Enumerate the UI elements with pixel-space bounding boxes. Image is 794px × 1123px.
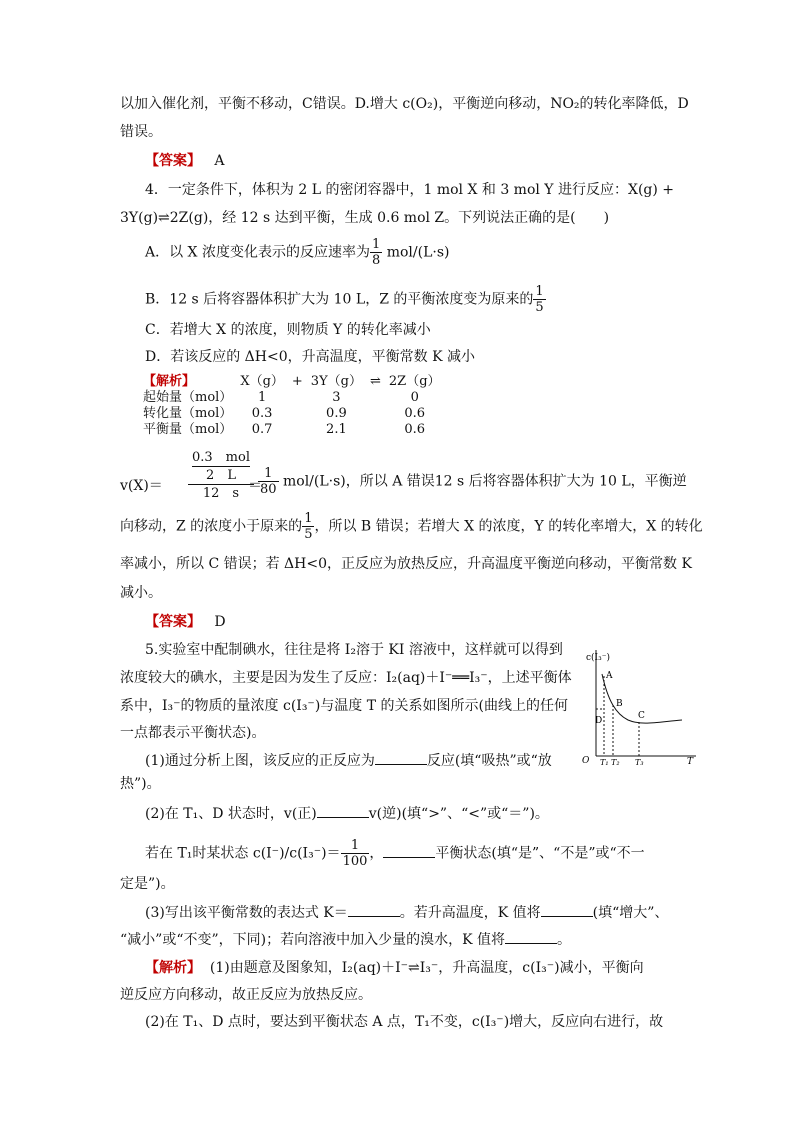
analysis-tag: 【解析】 xyxy=(145,960,201,976)
numerator: 1 xyxy=(535,284,544,299)
text-line: 以加入催化剂，平衡不移动，C错误。D.增大 c(O₂)，平衡逆向移动，NO₂的转化率降低，D xyxy=(120,96,689,112)
calc-cell: 0.7 xyxy=(251,422,273,437)
calc-row xyxy=(143,422,449,438)
denominator: 100 xyxy=(342,854,368,869)
text-part: v(逆)(填“>”、“<”或“＝”)。 xyxy=(368,806,549,822)
text-line: 热”)。 xyxy=(120,776,161,792)
answer-blank[interactable] xyxy=(348,902,400,917)
text-part: (填“增大”、 xyxy=(592,905,669,921)
rate-prefix: v(X)＝ xyxy=(120,478,163,494)
rate-num-bottom: 2 L xyxy=(206,468,236,483)
point-label: B xyxy=(616,699,623,709)
question-4-line-2: 3Y(g)⇌2Z(g)，经 12 s 达到平衡，生成 0.6 mol Z。下列说法正确的是( ) xyxy=(120,210,610,226)
calc-cell: 0 xyxy=(410,390,419,405)
answer-blank[interactable] xyxy=(505,929,557,944)
calc-row xyxy=(143,406,449,422)
text-part: 反应(填“吸热”或“放 xyxy=(426,753,552,769)
calc-header: ⇌ xyxy=(369,374,381,389)
numerator: 1 xyxy=(258,466,279,482)
rate-denominator: 12 s xyxy=(202,486,240,501)
text-line: 定是”)。 xyxy=(120,876,175,892)
text-part: 若在 T₁时某状态 c(I⁻)/c(I₃⁻)＝ xyxy=(145,845,341,862)
subquestion-3-line-2 xyxy=(120,929,571,950)
option-b xyxy=(145,284,546,315)
option-a-unit: mol/(L·s) xyxy=(382,244,450,261)
text-line: (2)在 T₁、D 点时，要达到平衡状态 A 点，T₁不变，c(I₃⁻)增大，反应向右进行，故 xyxy=(145,1014,664,1030)
subquestion-2 xyxy=(145,803,549,824)
tick-label: T₃ xyxy=(635,758,644,766)
option-a-text: A．以 X 浓度变化表示的反应速率为 xyxy=(145,244,370,261)
text-part: 。若升高温度，K 值将 xyxy=(399,905,541,921)
calc-label: 起始量（mol） xyxy=(143,390,233,405)
rate-result xyxy=(258,466,687,497)
numerator: 1 xyxy=(304,511,313,526)
numerator: 1 xyxy=(341,838,370,854)
answer-value: D xyxy=(214,614,226,630)
tick-label: T₁ xyxy=(600,758,609,766)
calc-header-row xyxy=(143,374,449,390)
calc-cell: 0.6 xyxy=(404,422,426,437)
calc-header: 3Y（g） xyxy=(310,374,362,389)
text-part: (1)由题意及图象知，I₂(aq)＋I⁻⇌I₃⁻，升高温度，c(I₃⁻)减小，平衡向 xyxy=(209,960,644,976)
text-part: 向移动，Z 的浓度小于原来的 xyxy=(120,518,303,535)
text-part: 平衡状态(填“是”、“不是”或“不一 xyxy=(435,845,645,862)
origin-label: O xyxy=(582,756,590,766)
calc-tag xyxy=(143,374,240,390)
option-c: C．若增大 X 的浓度，则物质 Y 的转化率减小 xyxy=(145,322,431,338)
calc-table xyxy=(143,374,449,438)
calc-cell: 3 xyxy=(332,390,341,405)
text-part: ，所以 B 错误；若增大 X 的浓度，Y 的转化率增大，X 的转化 xyxy=(314,518,703,535)
question-5-line: 一点都表示平衡状态)。 xyxy=(120,725,266,741)
answer-line xyxy=(145,612,226,632)
calc-label: 转化量（mol） xyxy=(143,406,233,421)
fraction xyxy=(302,511,314,542)
fraction xyxy=(370,237,382,268)
rate-num-top: 0.3 mol xyxy=(192,450,250,465)
calc-header: + xyxy=(291,374,303,389)
concentration-temperature-graph xyxy=(578,646,702,766)
option-d: D．若该反应的 ΔH<0，升高温度，平衡常数 K 减小 xyxy=(145,349,475,365)
answer-value: A xyxy=(214,153,225,169)
denominator: 5 xyxy=(535,300,544,315)
numerator: 1 xyxy=(371,237,381,252)
text-line: 逆反应方向移动，故正反应为放热反应。 xyxy=(120,987,372,1003)
answer-blank[interactable] xyxy=(541,902,593,917)
denominator: 80 xyxy=(260,482,277,497)
calc-header: X（g） xyxy=(240,374,284,389)
question-5-line: 5.实验室中配制碘水，往往是将 I₂溶于 KI 溶液中，这样就可以得到 xyxy=(145,642,563,658)
text-part: (3)写出该平衡常数的表达式 K＝ xyxy=(145,905,348,921)
calc-cell: 1 xyxy=(257,390,267,405)
fraction xyxy=(533,284,545,315)
option-b-text: B．12 s 后将容器体积扩大为 10 L，Z 的平衡浓度变为原来的 xyxy=(145,291,534,308)
fraction xyxy=(258,466,279,497)
answer-blank[interactable] xyxy=(375,750,427,765)
text-line: 率减小，所以 C 错误；若 ΔH<0，正反应为放热反应，升高温度平衡逆向移动，平衡常数 K xyxy=(120,556,692,572)
fraction xyxy=(341,838,370,869)
analysis-tag: 【解析】 xyxy=(143,374,196,389)
point-label: A xyxy=(606,671,613,681)
subquestion-2b: 若在 T₁时某状态 c(I⁻)/c(I₃⁻)＝ $\frac{1}{100}$ ， 平衡状态(填“是”、“不是”或“不一 xyxy=(145,838,645,869)
calc-row xyxy=(143,390,449,406)
question-5-line: 系中，I₃⁻的物质的量浓度 c(I₃⁻)与温度 T 的关系如图所示(曲线上的任何 xyxy=(120,698,568,714)
x-axis-label: T xyxy=(687,757,694,766)
denominator: 5 xyxy=(304,527,313,542)
text-part: 。 xyxy=(557,932,571,948)
calc-cell: 2.1 xyxy=(326,422,347,437)
text-line xyxy=(120,511,703,542)
answer-blank[interactable] xyxy=(383,843,435,858)
calc-header: 2Z（g） xyxy=(388,374,441,389)
answer-tag: 【答案】 xyxy=(145,153,201,169)
calc-label: 平衡量（mol） xyxy=(143,422,233,437)
denominator: 8 xyxy=(371,253,381,268)
tick-label: T₂ xyxy=(611,758,620,766)
question-4-line-1: 4．一定条件下，体积为 2 L 的密闭容器中，1 mol X 和 3 mol Y 进行反应：X(g) + xyxy=(145,182,675,198)
text-line: 减小。 xyxy=(120,585,162,601)
calc-cell: 0.3 xyxy=(251,406,273,421)
analysis-line xyxy=(145,958,644,978)
question-5-line: 浓度较大的碘水，主要是因为发生了反应：I₂(aq)＋I⁻══I₃⁻，上述平衡体 xyxy=(120,670,572,686)
answer-blank[interactable] xyxy=(317,803,369,818)
text-part: (2)在 T₁、D 状态时，v(正) xyxy=(145,806,317,822)
rate-fraction xyxy=(188,449,254,502)
calc-cell: 0.6 xyxy=(404,406,426,421)
subquestion-1 xyxy=(145,750,552,771)
text-part: “减小”或“不变”，下同)；若向溶液中加入少量的溴水，K 值将 xyxy=(120,932,505,948)
text-part: (1)通过分析上图，该反应的正反应为 xyxy=(145,753,375,769)
point-label: D xyxy=(595,716,603,726)
text-line: 错误。 xyxy=(120,124,162,140)
answer-tag: 【答案】 xyxy=(145,614,201,630)
rate-text: mol/(L·s)，所以 A 错误12 s 后将容器体积扩大为 10 L，平衡逆 xyxy=(278,473,687,490)
rate-numerator xyxy=(188,449,254,485)
point-label: C xyxy=(638,711,645,721)
subquestion-3 xyxy=(145,902,668,923)
answer-line xyxy=(145,151,224,171)
rate-equals: ＝ xyxy=(248,478,262,494)
calc-cell: 0.9 xyxy=(326,406,347,421)
option-a xyxy=(145,237,449,268)
y-axis-label: c(I₃⁻) xyxy=(586,653,610,663)
